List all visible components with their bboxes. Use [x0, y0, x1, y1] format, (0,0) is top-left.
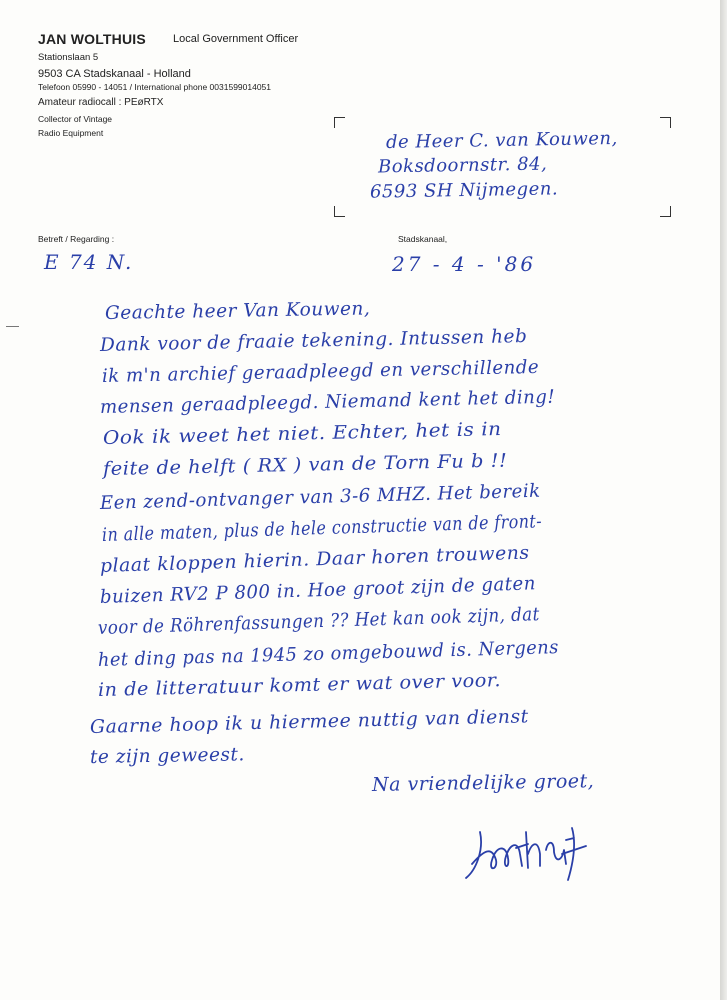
sender-radiocall: Amateur radiocall : PEøRTX — [38, 97, 164, 108]
body-line: Ook ik weet het niet. Echter, het is in — [102, 418, 502, 449]
address-window-corner-tr — [660, 117, 671, 128]
body-line: feite de helft ( RX ) van de Torn Fu b !! — [102, 450, 508, 480]
handwritten-signature — [462, 820, 597, 890]
closing-line: Na vriendelijke groet, — [371, 770, 595, 796]
paper-edge — [720, 0, 727, 1000]
body-line: Geachte heer Van Kouwen, — [104, 298, 371, 324]
body-line: voor de Röhrenfassungen ?? Het kan ook zijn, dat — [97, 604, 541, 639]
sender-name: JAN WOLTHUIS — [38, 31, 146, 47]
address-window-corner-br — [660, 206, 671, 217]
regarding-value: E 74 N. — [44, 250, 134, 274]
body-line: in alle maten, plus de hele constructie van de front- — [101, 511, 543, 546]
fold-mark — [6, 326, 19, 327]
sender-title: Local Government Officer — [173, 33, 299, 45]
body-line: Dank voor de fraaie tekening. Intussen heb — [99, 326, 528, 356]
address-window-corner-tl — [334, 117, 345, 128]
letter-date: 27 - 4 - '86 — [392, 252, 537, 276]
recipient-line-3: 6593 SH Nijmegen. — [369, 178, 559, 203]
body-line: plaat kloppen hierin. Daar horen trouwens — [99, 542, 530, 577]
body-line: het ding pas na 1945 zo omgebouwd is. Nergens — [97, 637, 560, 671]
sender-street: Stationslaan 5 — [38, 52, 99, 63]
collector-line-2: Radio Equipment — [38, 128, 104, 138]
body-line: Een zend-ontvanger van 3-6 MHZ. Het bereik — [99, 480, 541, 514]
place-label: Stadskanaal, — [398, 234, 448, 244]
body-line: te zijn geweest. — [89, 744, 245, 768]
recipient-line-1: de Heer C. van Kouwen, — [385, 127, 618, 154]
address-window-corner-bl — [334, 206, 345, 217]
collector-line-1: Collector of Vintage — [38, 114, 113, 124]
sender-city: 9503 CA Stadskanaal - Holland — [38, 68, 191, 80]
regarding-label: Betreft / Regarding : — [38, 234, 115, 244]
sender-phone: Telefoon 05990 - 14051 / International phone 0031599014051 — [38, 82, 272, 92]
body-line: Gaarne hoop ik u hiermee nuttig van dienst — [89, 706, 529, 738]
body-line: buizen RV2 P 800 in. Hoe groot zijn de gaten — [99, 573, 537, 608]
body-line: in de litteratuur komt er wat over voor. — [97, 670, 502, 701]
body-line: mensen geraadpleegd. Niemand kent het ding! — [99, 386, 556, 418]
body-line: ik m'n archief geraadpleegd en verschillende — [101, 356, 540, 387]
recipient-line-2: Boksdoornstr. 84, — [377, 153, 548, 178]
